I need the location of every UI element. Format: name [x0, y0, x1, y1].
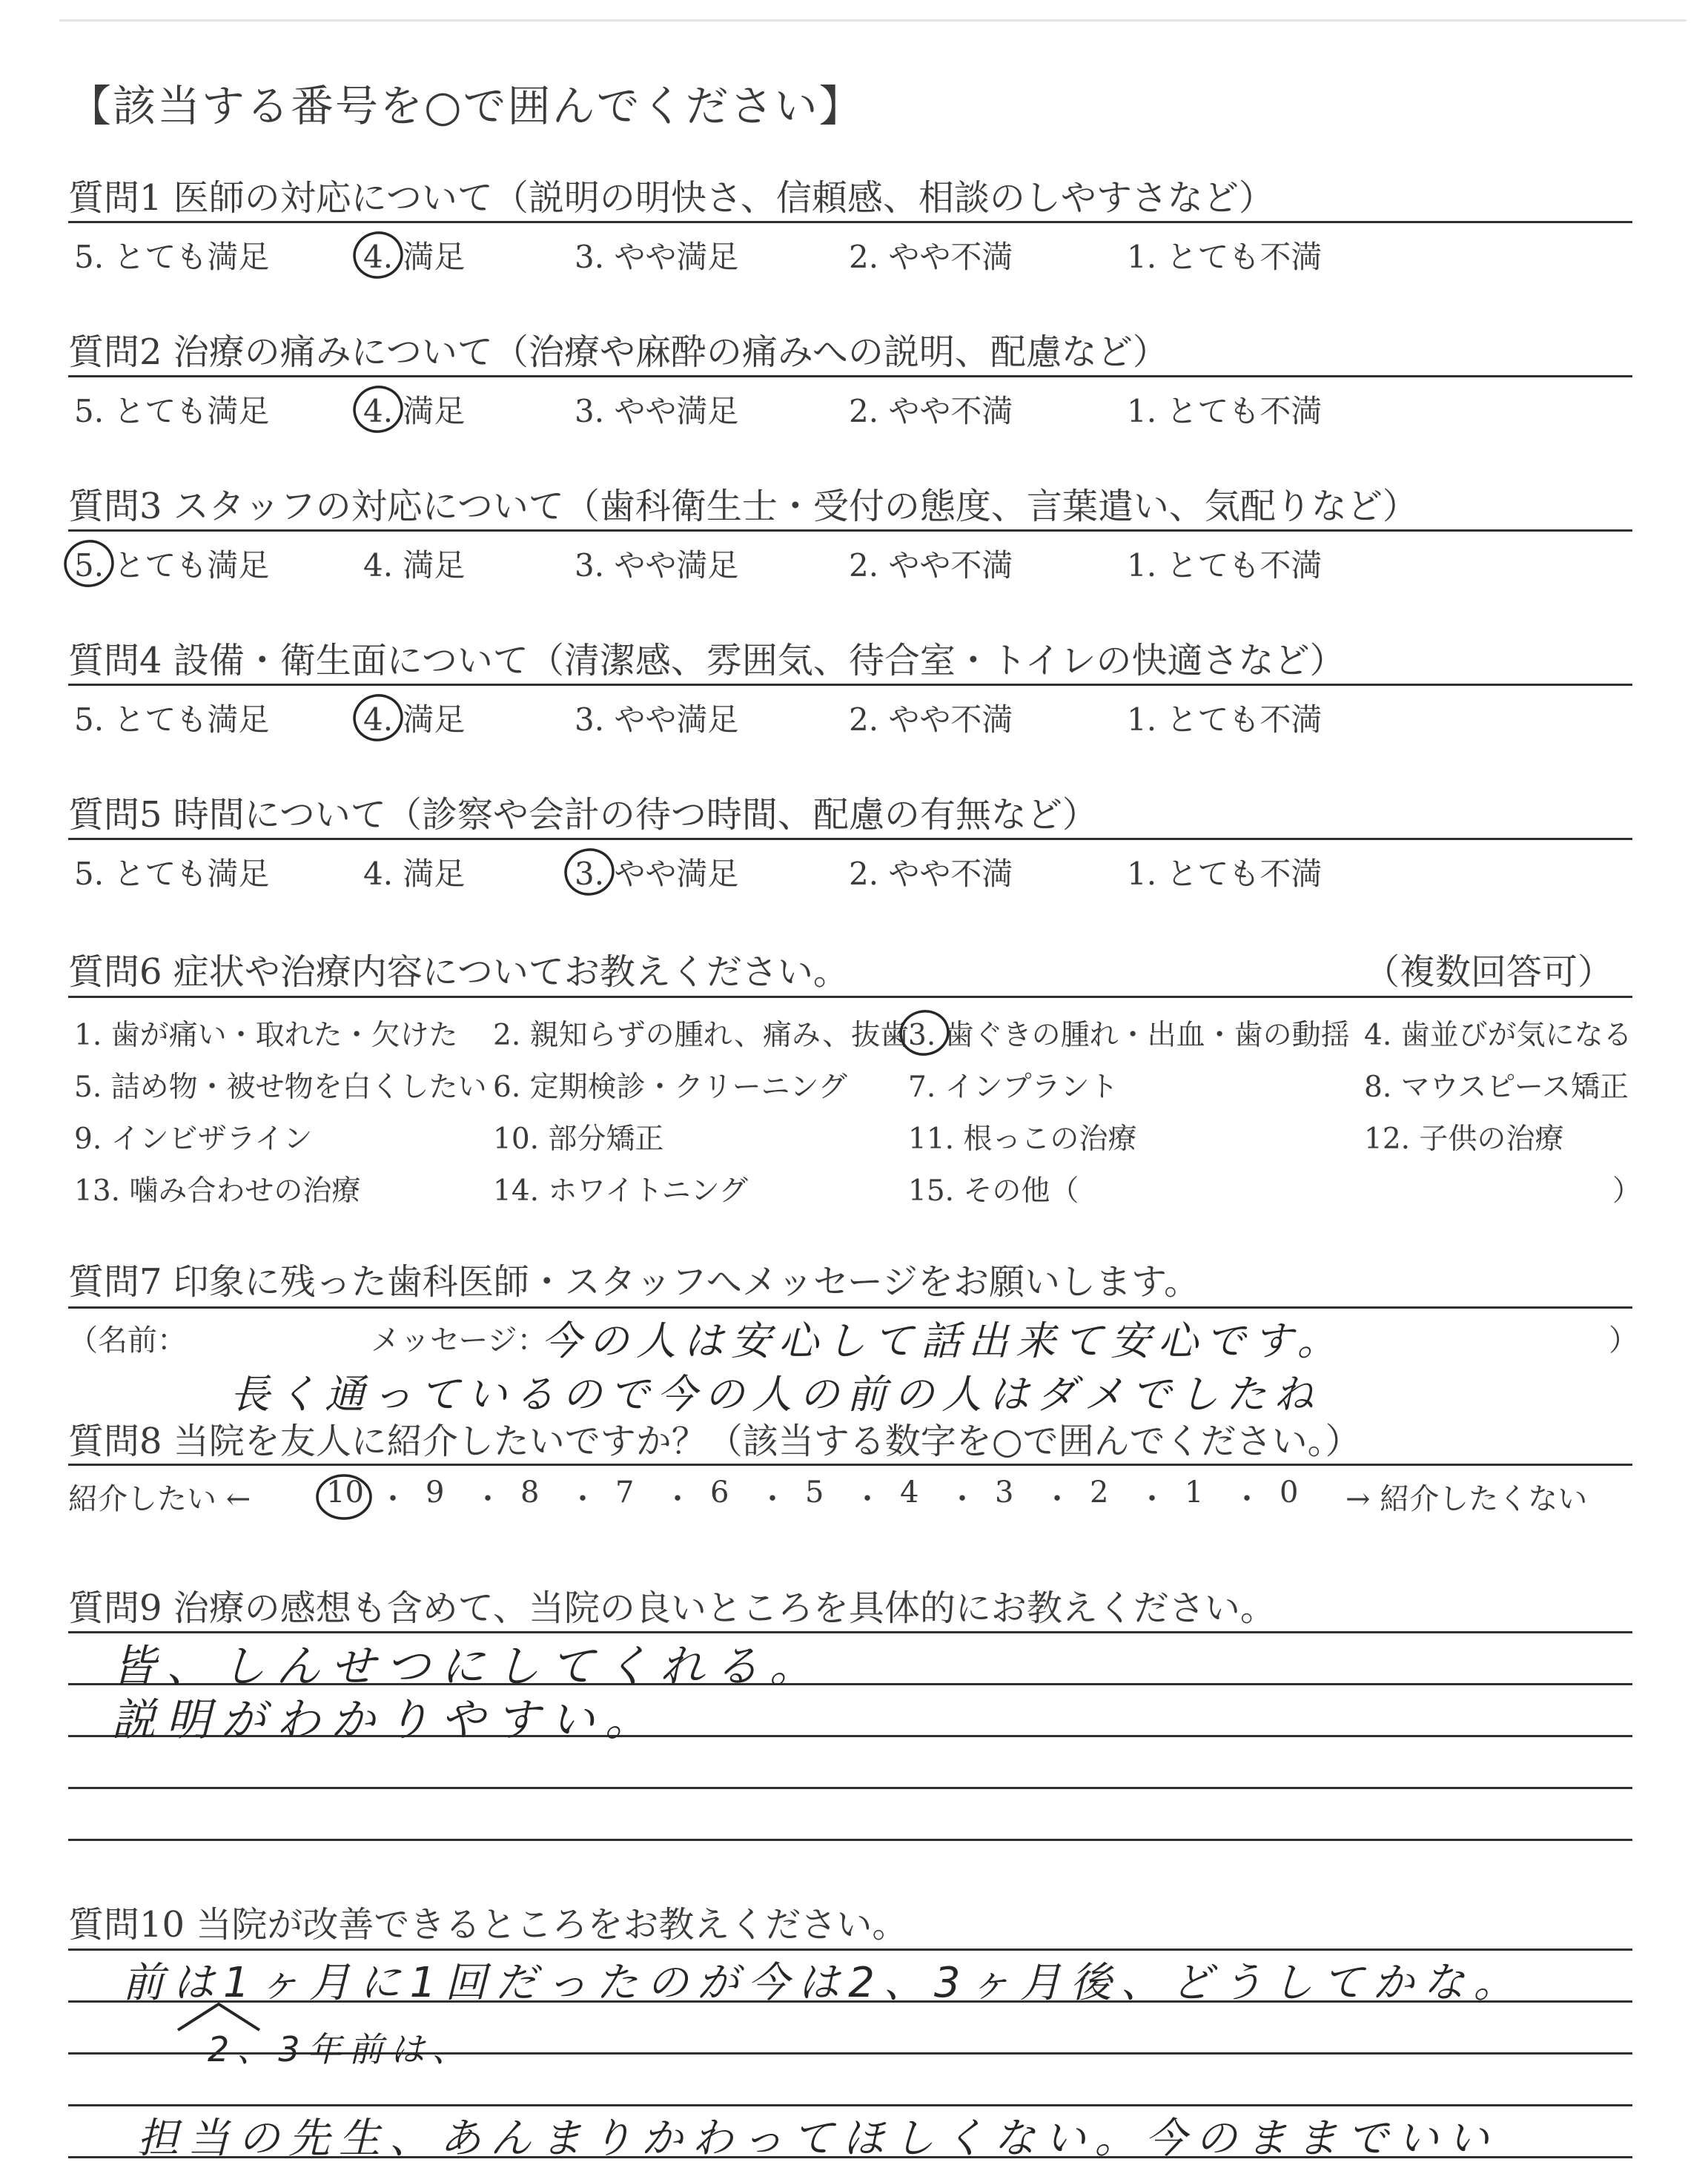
q9-answer-handwritten-2: 説明がわかりやすい。 — [111, 1694, 660, 1746]
q10-answer-handwritten-1: 前は1ヶ月に1回だったのが今は2、3ヶ月後、どうしてかな。 — [122, 1959, 1524, 2007]
q3-option-1[interactable]: 1. とても不満 — [1127, 547, 1323, 584]
q8-scale-7[interactable]: 7 — [615, 1475, 635, 1510]
q4-option-1[interactable]: 1. とても不満 — [1127, 701, 1323, 738]
q7-message-handwritten-1: 今の人は安心して話出来て安心です。 — [541, 1318, 1345, 1364]
q6-item-14[interactable]: 14. ホワイトニング — [493, 1174, 748, 1208]
selection-circle-mark — [350, 383, 409, 442]
q8-left-label: 紹介したい ← — [68, 1482, 251, 1516]
q5-option-1[interactable]: 1. とても不満 — [1127, 856, 1323, 892]
q10-answer-handwritten-2: 担当の先生、あんまりかわってほしくない。今のままでいい — [137, 2115, 1498, 2163]
scan-edge-line — [59, 19, 1687, 22]
q8-scale-separator: ・ — [947, 1482, 977, 1516]
q3-option-5[interactable]: 5. とても満足 — [74, 547, 270, 584]
q7-message-label: メッセージ： — [371, 1323, 547, 1358]
q6-item-11[interactable]: 11. 根っこの治療 — [908, 1123, 1137, 1156]
selection-circle-mark — [350, 691, 409, 750]
q1-option-1[interactable]: 1. とても不満 — [1127, 239, 1323, 275]
q8-scale-separator: ・ — [378, 1482, 408, 1516]
q3-option-3[interactable]: 3. やや満足 — [575, 547, 739, 584]
q4-option-4[interactable]: 4. 満足 — [363, 701, 466, 738]
q8-scale-separator: ・ — [758, 1482, 787, 1516]
q6-item-2[interactable]: 2. 親知らずの腫れ、痛み、抜歯 — [493, 1019, 910, 1052]
q6-item-5[interactable]: 5. 詰め物・被せ物を白くしたい — [74, 1071, 487, 1104]
page-title: 【該当する番号を○で囲んでください】 — [68, 81, 864, 131]
q8-scale-separator: ・ — [1232, 1482, 1262, 1516]
q1-option-5[interactable]: 5. とても満足 — [74, 239, 270, 275]
selection-circle-mark — [561, 845, 620, 905]
q8-scale-separator: ・ — [1137, 1482, 1167, 1516]
q1-option-2[interactable]: 2. やや不満 — [849, 239, 1013, 275]
q8-scale-separator: ・ — [853, 1482, 882, 1516]
q3-rule — [68, 529, 1632, 532]
q1-option-4[interactable]: 4. 満足 — [363, 239, 466, 275]
q6-item-3[interactable]: 3. 歯ぐきの腫れ・出血・歯の動揺 — [908, 1019, 1350, 1052]
q6-title: 質問6 症状や治療内容についてお教えください。 — [68, 951, 849, 993]
q3-option-4[interactable]: 4. 満足 — [363, 547, 466, 584]
selection-circle-mark — [61, 537, 120, 596]
q8-scale-5[interactable]: 5 — [805, 1475, 824, 1510]
q8-scale-8[interactable]: 8 — [520, 1475, 540, 1510]
q2-option-4[interactable]: 4. 満足 — [363, 393, 466, 429]
q6-item-7[interactable]: 7. インプラント — [908, 1071, 1119, 1104]
q9-answer-line — [68, 1839, 1632, 1841]
q6-item-15[interactable]: 15. その他（ — [908, 1174, 1079, 1208]
q6-multiple-note: （複数回答可） — [1364, 951, 1614, 993]
q2-option-3[interactable]: 3. やや満足 — [575, 393, 739, 429]
q6-item-9[interactable]: 9. インビザライン — [74, 1123, 313, 1156]
q5-option-4[interactable]: 4. 満足 — [363, 856, 466, 892]
q9-answer-line — [68, 1787, 1632, 1789]
q8-scale-3[interactable]: 3 — [995, 1475, 1014, 1510]
q8-scale-0[interactable]: 0 — [1280, 1475, 1299, 1510]
q8-title: 質問8 当院を友人に紹介したいですか？（該当する数字を○で囲んでください。） — [68, 1421, 1361, 1462]
q8-scale-4[interactable]: 4 — [900, 1475, 919, 1510]
q4-option-5[interactable]: 5. とても満足 — [74, 701, 270, 738]
q4-rule — [68, 684, 1632, 686]
q9-title: 質問9 治療の感想も含めて、当院の良いところを具体的にお教えください。 — [68, 1587, 1276, 1629]
q6-item-4[interactable]: 4. 歯並びが気になる — [1364, 1019, 1632, 1052]
q2-option-2[interactable]: 2. やや不満 — [849, 393, 1013, 429]
q8-right-label: → 紹介したくない — [1345, 1482, 1588, 1516]
q8-scale-10[interactable]: 10 — [326, 1475, 364, 1510]
q5-option-3[interactable]: 3. やや満足 — [575, 856, 739, 892]
q7-rule — [68, 1306, 1632, 1309]
selection-circle-mark — [350, 228, 409, 288]
q4-title: 質問4 設備・衛生面について（清潔感、雰囲気、待合室・トイレの快適さなど） — [68, 640, 1345, 681]
q2-option-5[interactable]: 5. とても満足 — [74, 393, 270, 429]
q6-item-8[interactable]: 8. マウスピース矯正 — [1364, 1071, 1629, 1104]
q5-rule — [68, 838, 1632, 840]
q4-option-3[interactable]: 3. やや満足 — [575, 701, 739, 738]
q8-scale-1[interactable]: 1 — [1185, 1475, 1204, 1510]
q8-scale-separator: ・ — [568, 1482, 598, 1516]
q2-title: 質問2 治療の痛みについて（治療や麻酔の痛みへの説明、配慮など） — [68, 331, 1168, 373]
q6-item-6[interactable]: 6. 定期検診・クリーニング — [493, 1071, 847, 1104]
q1-rule — [68, 221, 1632, 223]
q5-title: 質問5 時間について（診察や会計の待つ時間、配慮の有無など） — [68, 794, 1098, 836]
q8-scale-separator: ・ — [1042, 1482, 1072, 1516]
q3-option-2[interactable]: 2. やや不満 — [849, 547, 1013, 584]
q6-item-12[interactable]: 12. 子供の治療 — [1364, 1123, 1564, 1156]
q5-option-2[interactable]: 2. やや不満 — [849, 856, 1013, 892]
q9-answer-handwritten-1: 皆、しんせつにしてくれる。 — [111, 1641, 824, 1693]
q6-rule — [68, 996, 1632, 998]
q8-scale-2[interactable]: 2 — [1090, 1475, 1109, 1510]
q7-message-handwritten-2: 長く通っているので今の人の前の人はダメでしたね — [230, 1371, 1321, 1418]
q10-answer-insertion: 2、3年前は、 — [208, 2029, 474, 2069]
q7-name-label: （名前： — [68, 1323, 187, 1358]
q6-item-13[interactable]: 13. 噛み合わせの治療 — [74, 1174, 361, 1208]
q8-scale-9[interactable]: 9 — [426, 1475, 445, 1510]
q7-close-paren: ） — [1609, 1323, 1638, 1358]
q3-title: 質問3 スタッフの対応について（歯科衛生士・受付の態度、言葉遣い、気配りなど） — [68, 486, 1418, 527]
q7-title: 質問7 印象に残った歯科医師・スタッフへメッセージをお願いします。 — [68, 1261, 1200, 1303]
q1-title: 質問1 医師の対応について（説明の明快さ、信頼感、相談のしやすさなど） — [68, 177, 1274, 219]
q8-scale-6[interactable]: 6 — [710, 1475, 729, 1510]
selection-circle-mark — [313, 1471, 375, 1527]
selection-circle-mark — [895, 1005, 954, 1064]
q6-item-10[interactable]: 10. 部分矯正 — [493, 1123, 664, 1156]
q6-item-1[interactable]: 1. 歯が痛い・取れた・欠けた — [74, 1019, 458, 1052]
q4-option-2[interactable]: 2. やや不満 — [849, 701, 1013, 738]
q6-other-close-paren: ） — [1612, 1174, 1642, 1208]
q8-rule — [68, 1464, 1632, 1466]
q10-title: 質問10 当院が改善できるところをお教えください。 — [68, 1904, 908, 1946]
q1-option-3[interactable]: 3. やや満足 — [575, 239, 739, 275]
q2-rule — [68, 375, 1632, 377]
q8-scale-separator: ・ — [473, 1482, 503, 1516]
q5-option-5[interactable]: 5. とても満足 — [74, 856, 270, 892]
q2-option-1[interactable]: 1. とても不満 — [1127, 393, 1323, 429]
q8-scale-separator: ・ — [663, 1482, 692, 1516]
